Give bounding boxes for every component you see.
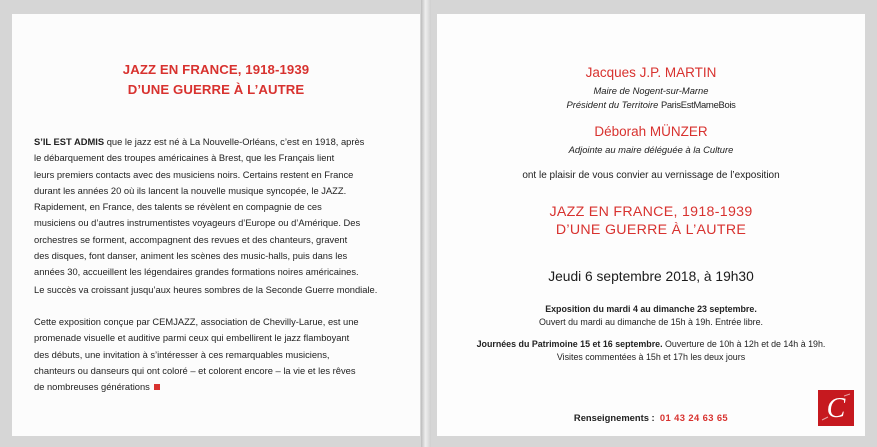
exhibition-line: chanteurs ou danseurs qui ont coloré – et colorent encore – la vie et les rêves [34,365,356,376]
left-title-line2: D’UNE GUERRE À L’AUTRE [127,82,305,97]
city-logo [818,390,854,426]
host2-role: Adjointe au maire déléguée à la Culture [568,144,734,155]
intro-line: musiciens ou d’autres instrumentistes voyageurs d’Europe ou d’Amérique. Des [34,218,361,229]
intro-line: durant les années 20 où ils lancent la nouvelle musique syncopée, le JAZZ. [34,185,347,196]
host2-name: Déborah MÜNZER [594,124,708,139]
intro-lead: S’IL EST ADMIS [34,137,105,147]
left-title-line1: JAZZ EN FRANCE, 1918-1939 [122,62,310,77]
exhibition-line: Cette exposition conçue par CEMJAZZ, association de Chevilly-Larue, est une [34,317,359,327]
exhibition-line: des débuts, une invitation à s’intéresser à ces remarquables musiciens, [34,349,330,360]
heritage-days: Journées du Patrimoine 15 et 16 septembre. Ouverture de 10h à 12h et de 14h à 19h. [476,339,826,349]
right-title-line1: JAZZ EN FRANCE, 1918-1939 [549,204,753,220]
phone-number: 01 43 24 63 65 [659,412,729,423]
guided-visits: Visites commentées à 15h et 17h les deux jours [556,352,746,362]
event-date: Jeudi 6 septembre 2018, à 19h30 [548,269,754,284]
logo-letter: C [826,393,846,424]
opening-hours: Ouvert du mardi au dimanche de 15h à 19h. Entrée libre. [539,317,763,327]
invitation-text: ont le plaisir de vous convier au vernissage de l’exposition [522,170,780,181]
intro-line: années 30, accueillent les légendaires grandes formations noires américaines. [34,267,359,278]
exhibition-line: promenade visuelle et auditive parmi ceux qui embellirent le jazz flamboyant [34,333,350,344]
territory-brand: ParisEstMarneBois [660,99,736,110]
intro-line: Rapidement, en France, des talents se révèlent en compagnie de ces [34,202,322,213]
end-square-icon [154,384,160,390]
intro-line: le débarquement des troupes américaines à Brest, que les Français lient [34,153,335,164]
success-paragraph: Le succès va croissant jusqu’aux heures sombres de la Seconde Guerre mondiale. [34,285,378,295]
host1-title: Président du Territoire ParisEstMarneBois [566,99,736,110]
right-panel [437,14,865,436]
exhibition-paragraph [34,314,400,395]
intro-line: S’IL EST ADMIS que le jazz est né à La Nouvelle-Orléans, c’est en 1918, après [34,137,365,147]
left-panel [12,14,420,436]
information-line: Renseignements : 01 43 24 63 65 [573,412,729,423]
exhibition-line: de nombreuses générations [34,379,400,395]
intro-line: orchestres se forment, accompagnent des revues et des chanteurs, gravent [34,234,348,245]
card-fold [421,0,431,447]
intro-line: leurs premiers contacts avec des musiciens noirs. Certains restent en France [34,169,354,180]
host1-role: Maire de Nogent-sur-Marne [593,85,709,96]
host1-name: Jacques J.P. MARTIN [585,65,717,80]
intro-line: des disques, font danser, animent les scènes des music-halls, puis dans les [34,251,348,262]
exhibition-dates: Exposition du mardi 4 au dimanche 23 septembre. [545,304,757,314]
right-title-line2: D’UNE GUERRE À L’AUTRE [555,222,747,238]
city-logo-icon [818,390,854,426]
intro-paragraph [34,134,400,281]
